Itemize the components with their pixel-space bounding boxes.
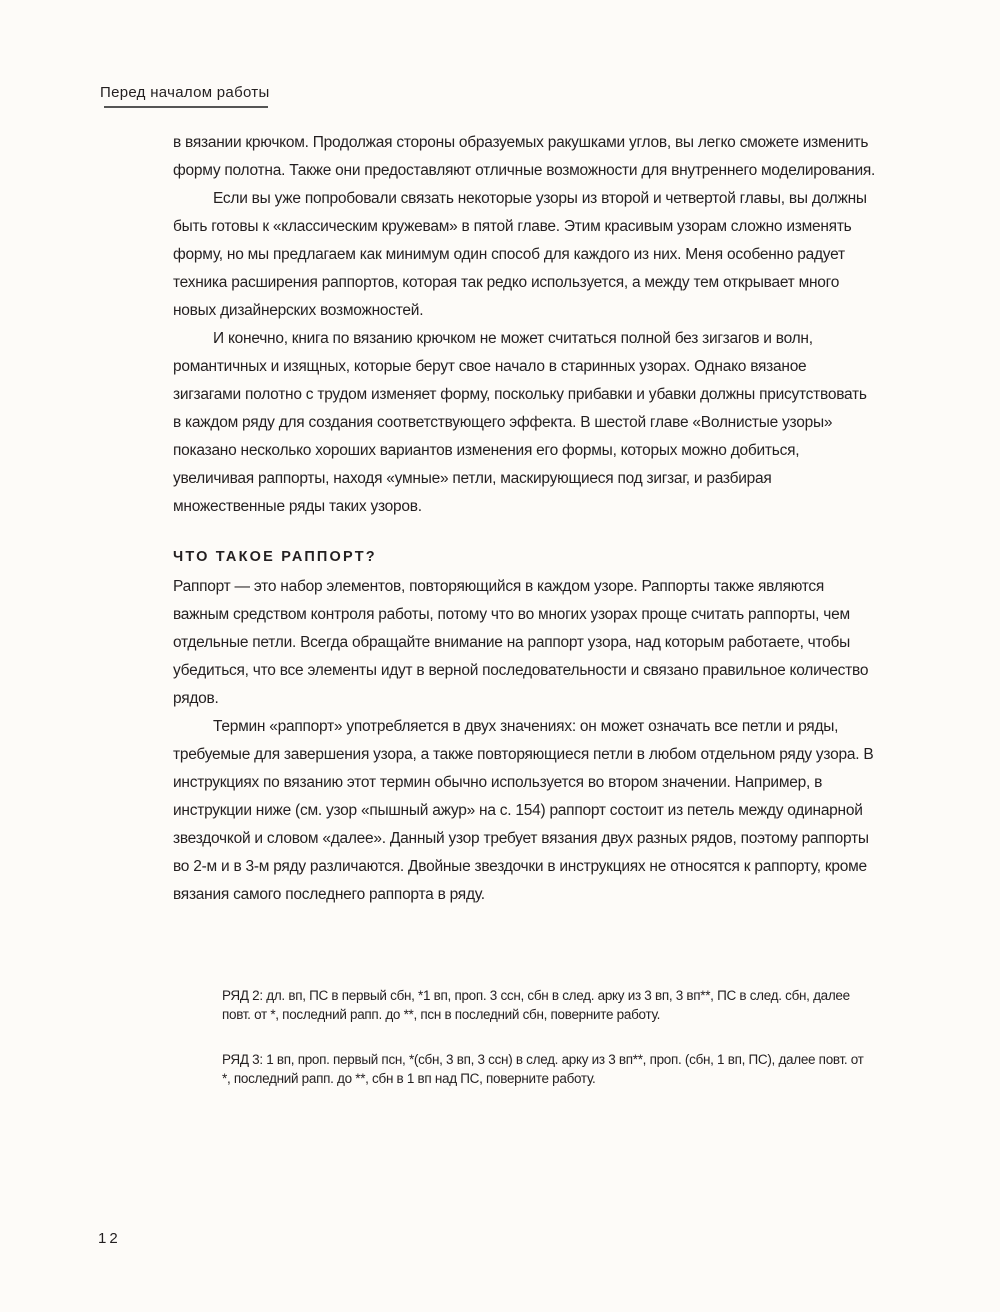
running-head: Перед началом работы: [100, 84, 270, 101]
running-head-rule: [104, 106, 268, 108]
paragraph-continued: в вязании крючком. Продолжая стороны образуемых ракушками углов, вы легко сможете изменить форму полотна. Также они предоставляют отличные возможности для внутреннего моделирования.: [173, 134, 876, 179]
instruction-row-2: РЯД 2: дл. вп, ПС в первый сбн, *1 вп, проп. 3 ссн, сбн в след. арку из 3 вп, 3 вп**, ПС в след. сбн, далее повт. от *, последний рапп. до **, псн в последний сбн, поверните работу.: [222, 988, 850, 1022]
paragraph: Термин «раппорт» употребляется в двух значениях: он может означать все петли и ряды, требуемые для завершения узора, а также повторяющиеся петли в любом отдельном ряду узора. В инструкциях по вязанию этот термин обычно используется во втором значении. Например, в инструкции ниже (см. узор «пышный ажур» на с. 154) раппорт состоит из петель между одинарной звездочкой и словом «далее». Данный узор требует вязания двух разных рядов, поэтому раппорты во 2-м и в 3-м ряду различаются. Двойные звездочки в инструкциях не относятся к раппорту, кроме вязания самого последнего раппорта в ряду.: [173, 718, 874, 903]
paragraph: Если вы уже попробовали связать некоторые узоры из второй и четвертой главы, вы должны быть готовы к «классическим кружевам» в пятой главе. Этим красивым узорам сложно изменять форму, но мы предлагаем как минимум один способ для каждого из них. Меня особенно радует техника расширения раппортов, которая так редко используется, а между тем открывает много новых дизайнерских возможностей.: [173, 190, 867, 319]
page-number: 12: [98, 1230, 121, 1247]
section-heading: ЧТО ТАКОЕ РАППОРТ?: [173, 549, 377, 565]
pattern-instructions: [222, 986, 872, 1114]
paragraph: И конечно, книга по вязанию крючком не может считаться полной без зигзагов и волн, романтичных и изящных, которые берут свое начало в старинных узорах. Однако вязаное зигзагами полотно с трудом изменяет форму, поскольку прибавки и убавки должны присутствовать в каждом ряду для создания соответствующего эффекта. В шестой главе «Волнистые узоры» показано несколько хороших вариантов изменения его формы, которых можно добиться, увеличивая раппорты, находя «умные» петли, маскирующиеся под зигзаг, и разбирая множественные ряды таких узоров.: [173, 330, 867, 515]
body-text: [173, 129, 878, 909]
paragraph: Раппорт — это набор элементов, повторяющийся в каждом узоре. Раппорты также являются важным средством контроля работы, потому что во многих узорах проще считать раппорты, чем отдельные петли. Всегда обращайте внимание на раппорт узора, над которым работаете, чтобы убедиться, что все элементы идут в верной последовательности и связано правильное количество рядов.: [173, 578, 869, 707]
instruction-row-3: РЯД 3: 1 вп, проп. первый псн, *(сбн, 3 вп, 3 ссн) в след. арку из 3 вп**, проп. (сбн, 1 вп, ПС), далее повт. от *, последний рапп. до **, сбн в 1 вп над ПС, поверните работу.: [222, 1052, 864, 1086]
